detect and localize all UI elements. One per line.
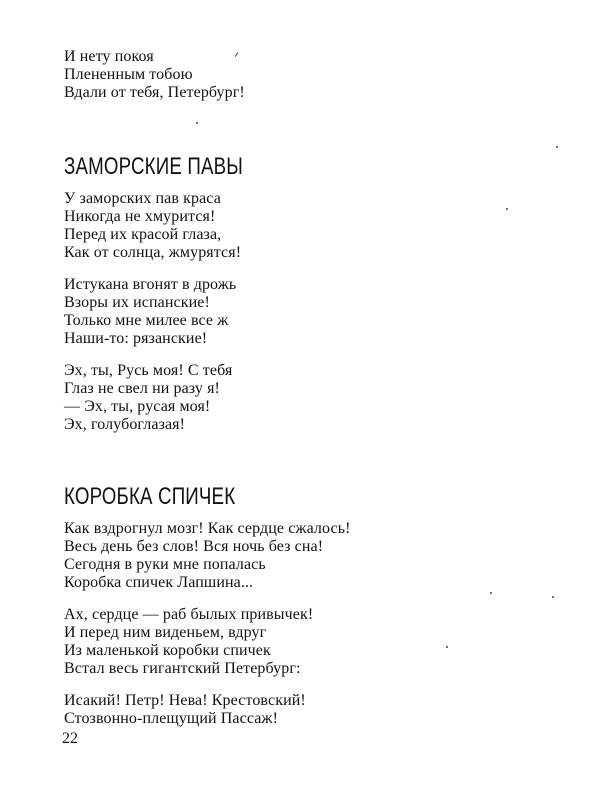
verse-line: Весь день без слов! Вся ночь без сна! (64, 538, 324, 555)
verse-line: Исакий! Петр! Нева! Крестовский! (64, 692, 306, 709)
verse-line: Никогда не хмурится! (64, 208, 216, 225)
scan-speck (235, 52, 238, 57)
verse-line: И перед ним виденьем, вдруг (64, 624, 267, 641)
scan-speck (506, 208, 508, 210)
scan-speck (552, 596, 554, 598)
verse-line: — Эх, ты, русая моя! (64, 398, 211, 415)
scan-speck (446, 646, 448, 648)
verse-line: Перед их красой глаза, (64, 226, 222, 243)
verse-line: Глаз не свел ни разу я! (64, 380, 220, 397)
verse-line: Взоры их испанские! (64, 294, 210, 311)
poem-title: КОРОБКА СПИЧЕК (64, 483, 236, 510)
verse-line: Сегодня в руки мне попалась (64, 556, 266, 573)
verse-line: Только мне милее все ж (64, 312, 229, 329)
scan-speck (196, 122, 198, 124)
verse-line: У заморских пав краса (64, 190, 221, 207)
scan-speck (490, 592, 492, 594)
verse-line: Как вздрогнул мозг! Как сердце сжалось! (64, 520, 351, 537)
scan-speck (556, 146, 558, 148)
verse-line: Встал весь гигантский Петербург: (64, 660, 301, 677)
verse-line: Эх, голубоглазая! (64, 416, 186, 433)
verse-line: И нету покоя (64, 48, 154, 65)
poem-title: ЗАМОРСКИЕ ПАВЫ (64, 153, 243, 180)
verse-line: Как от солнца, жмурятся! (64, 244, 242, 261)
verse-line: Коробка спичек Лапшина... (64, 574, 254, 591)
verse-line: Истукана вгонят в дрожь (64, 276, 237, 293)
verse-line: Вдали от тебя, Петербург! (64, 84, 245, 101)
verse-line: Из маленькой коробки спичек (64, 642, 271, 659)
verse-line: Плененным тобою (64, 66, 193, 83)
verse-line: Наши-то: рязанские! (64, 330, 208, 347)
verse-line: Ах, сердце — раб былых привычек! (64, 606, 314, 623)
verse-line: Стозвонно-плещущий Пассаж! (64, 710, 279, 727)
verse-line: Эх, ты, Русь моя! С тебя (64, 362, 233, 379)
page-number: 22 (62, 730, 78, 747)
